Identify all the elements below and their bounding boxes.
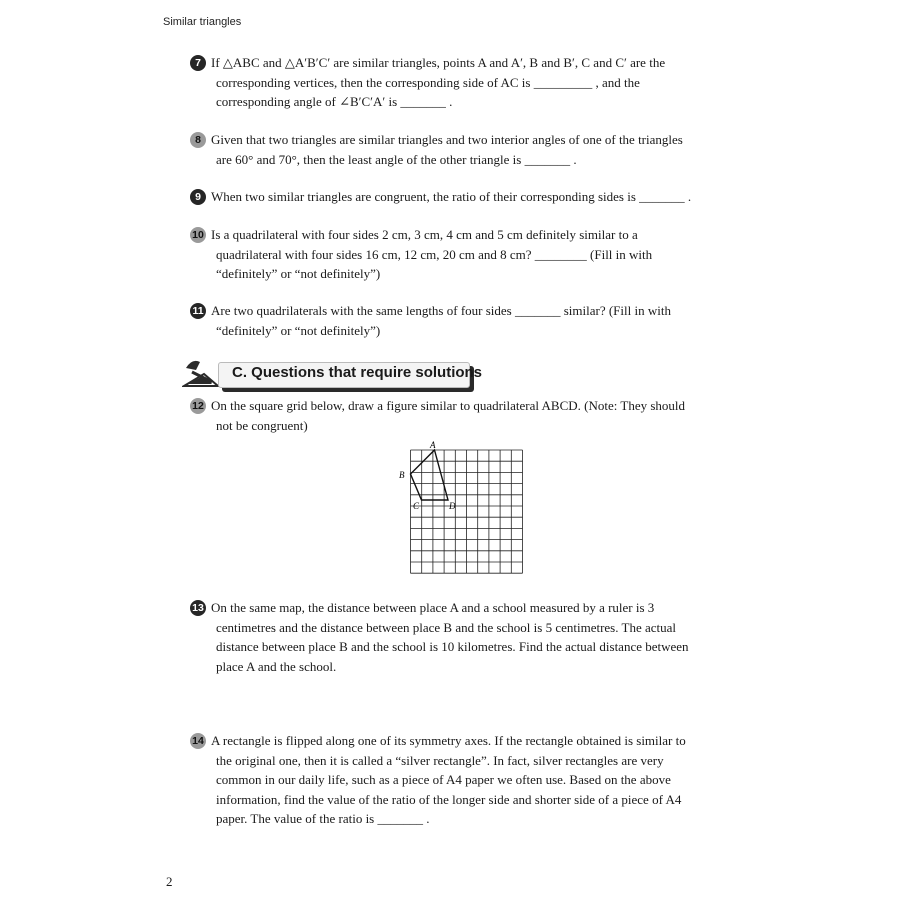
question-number-badge: 9 — [190, 189, 206, 205]
question-14-line-5: paper. The value of the ratio is _______ . — [216, 811, 430, 826]
question-14 — [190, 731, 735, 829]
question-number-badge: 14 — [190, 733, 206, 749]
question-8-line-1: Given that two triangles are similar triangles and two interior angles of one of the triangles — [211, 132, 683, 147]
label-c: C — [413, 501, 420, 511]
label-d: D — [449, 501, 456, 511]
question-7-line-2: corresponding vertices, then the corresponding side of AC is _________ , and the — [216, 74, 640, 90]
label-b: B — [399, 470, 405, 480]
question-12 — [190, 396, 735, 435]
page-number: 2 — [166, 874, 173, 889]
question-10 — [190, 225, 735, 284]
question-12-line-2: not be congruent) — [216, 417, 308, 433]
question-number-badge: 7 — [190, 55, 206, 71]
question-14-line-1: A rectangle is flipped along one of its symmetry axes. If the rectangle obtained is similar to — [211, 733, 686, 748]
question-9 — [190, 187, 735, 207]
question-8 — [190, 130, 735, 169]
quadrilateral-abcd — [411, 450, 449, 500]
question-13-line-4: place A and the school. — [216, 658, 337, 674]
question-12-line-1: On the square grid below, draw a figure similar to quadrilateral ABCD. (Note: They should — [211, 398, 686, 413]
question-13-line-1: On the same map, the distance between place A and a school measured by a ruler is 3 — [211, 600, 655, 615]
question-10-line-2: quadrilateral with four sides 16 cm, 12 cm, 20 cm and 8 cm? ________ (Fill in with — [216, 246, 653, 262]
section-c-banner — [182, 356, 492, 392]
question-number-badge: 8 — [190, 132, 206, 148]
question-9-line-1: When two similar triangles are congruent, the ratio of their corresponding sides is _______ . — [211, 189, 692, 204]
question-13-line-2: centimetres and the distance between place B and the school is 5 centimetres. The actual — [216, 619, 677, 635]
pen-and-ruler-icon — [182, 356, 222, 392]
question-14-line-4: information, find the value of the ratio of the longer side and shorter side of a piece of A4 — [216, 791, 682, 807]
grid-lines — [411, 450, 523, 573]
question-13-line-3: distance between place B and the school is 10 kilometres. Find the actual distance between — [216, 639, 689, 654]
question-number-badge: 11 — [190, 303, 206, 319]
question-14-line-2: the original one, then it is called a “silver rectangle”. In fact, silver rectangles are very — [216, 752, 664, 768]
running-header: Similar triangles — [163, 16, 242, 28]
question-11 — [190, 301, 735, 340]
question-13 — [190, 598, 735, 676]
question-number-badge: 13 — [190, 600, 206, 616]
question-number-badge: 12 — [190, 398, 206, 414]
label-a: A — [430, 440, 436, 450]
question-14-line-3: common in our daily life, such as a piece of A4 paper we often use. Based on the above — [216, 772, 671, 787]
question-11-line-2: “definitely” or “not definitely”) — [216, 322, 381, 338]
question-8-line-2: are 60° and 70°, then the least angle of the other triangle is _______ . — [216, 151, 577, 167]
question-10-line-3: “definitely” or “not definitely”) — [216, 266, 381, 281]
question-7 — [190, 53, 735, 112]
question-10-line-1: Is a quadrilateral with four sides 2 cm, 3 cm, 4 cm and 5 cm definitely similar to a — [211, 227, 638, 242]
question-7-line-1: If △ABC and △A′B′C′ are similar triangles, points A and A′, B and B′, C and C′ are the — [211, 55, 666, 70]
section-title: C. Questions that require solutions — [232, 364, 483, 381]
question-7-line-3: corresponding angle of ∠B′C′A′ is _______ . — [216, 94, 453, 109]
square-grid-figure — [396, 438, 526, 580]
question-number-badge: 10 — [190, 227, 206, 243]
question-11-line-1: Are two quadrilaterals with the same lengths of four sides _______ similar? (Fill in with — [211, 303, 671, 318]
